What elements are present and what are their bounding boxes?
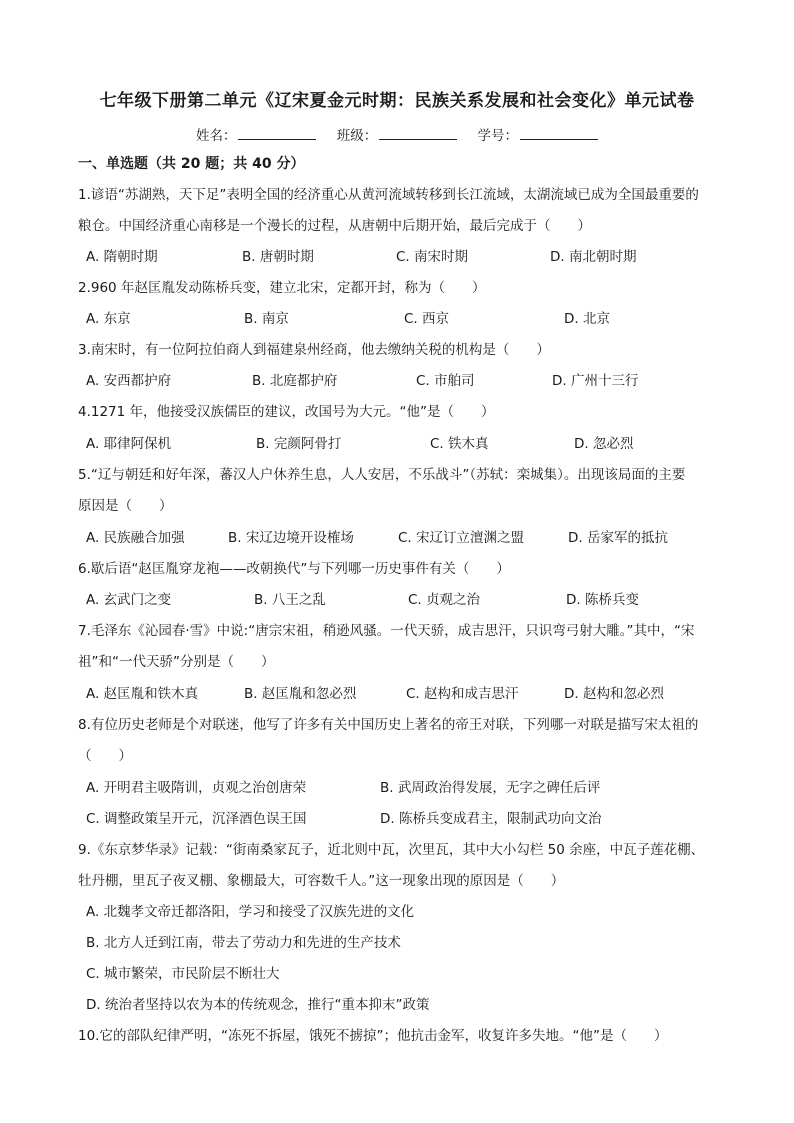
question-text: 7.毛泽东《沁园春·雪》中说:“唐宗宋祖，稍逊风骚。一代天骄，成吉思汗，只识弯弓射大雕。”其中，“宋: [78, 623, 695, 639]
question-3: [78, 335, 728, 366]
option-a[interactable]: A. 开明君主吸隋训，贞观之治创唐荣: [86, 780, 307, 796]
name-field: [196, 124, 317, 144]
option-a[interactable]: A. 北魏孝文帝迁都洛阳，学习和接受了汉族先进的文化: [86, 904, 415, 920]
question-1: [78, 180, 728, 242]
option-d[interactable]: D. 陈桥兵变成君主，限制武功向文治: [380, 811, 602, 827]
option-a[interactable]: A. 安西都护府: [86, 373, 172, 389]
option-d[interactable]: D. 忽必烈: [574, 436, 634, 452]
option-d[interactable]: D. 北京: [564, 311, 610, 327]
question-10: [78, 1021, 728, 1052]
options-6: [86, 585, 726, 616]
option-b[interactable]: B. 赵匡胤和忽必烈: [244, 686, 357, 702]
question-text: 3.南宋时，有一位阿拉伯商人到福建泉州经商，他去缴纳关税的机构是（ ）: [78, 342, 550, 358]
question-7: [78, 616, 728, 678]
option-b[interactable]: B. 北庭都护府: [252, 373, 338, 389]
option-c[interactable]: C. 市舶司: [416, 373, 475, 389]
options-5: [86, 523, 726, 554]
question-text: 1.谚语“苏湖熟，天下足”表明全国的经济重心从黄河流域转移到长江流域，太湖流域已成为全国最重要的: [78, 187, 699, 203]
option-b[interactable]: B. 完颜阿骨打: [256, 436, 342, 452]
option-c[interactable]: C. 赵构和成吉思汗: [406, 686, 519, 702]
number-label: 学号：: [477, 128, 519, 144]
options-3: [86, 366, 726, 397]
question-5: [78, 460, 728, 522]
question-text: 原因是（ ）: [78, 498, 173, 514]
options-7: [86, 679, 726, 710]
question-text: （ ）: [78, 748, 132, 764]
option-d[interactable]: D. 广州十三行: [552, 373, 639, 389]
options-2: [86, 304, 726, 335]
question-text: 4.1271 年，他接受汉族儒臣的建议，改国号为大元。“他”是（ ）: [78, 404, 495, 420]
option-c[interactable]: C. 南宋时期: [396, 249, 469, 265]
option-d[interactable]: D. 南北朝时期: [550, 249, 637, 265]
option-c[interactable]: C. 宋辽订立澶渊之盟: [398, 530, 525, 546]
exam-title: 七年级下册第二单元《辽宋夏金元时期：民族关系发展和社会变化》单元试卷: [99, 91, 695, 111]
question-text: 8.有位历史老师是个对联迷，他写了许多有关中国历史上著名的帝王对联，下列哪一对联是描写宋太祖的: [78, 717, 699, 733]
class-label: 班级：: [336, 128, 378, 144]
name-label: 姓名：: [195, 128, 237, 144]
options-4: [86, 429, 726, 460]
question-4: [78, 397, 728, 428]
option-a[interactable]: A. 民族融合加强: [86, 530, 185, 546]
option-d[interactable]: D. 陈桥兵变: [566, 592, 639, 608]
question-text: 6.歇后语“赵匡胤穿龙袍——改朝换代”与下列哪一历史事件有关（ ）: [78, 561, 510, 577]
class-blank[interactable]: [379, 125, 457, 140]
option-b[interactable]: B. 唐朝时期: [242, 249, 314, 265]
option-b[interactable]: B. 八王之乱: [254, 592, 326, 608]
question-text: 9.《东京梦华录》记载：“街南桑家瓦子，近北则中瓦，次里瓦，其中大小勾栏 50 余座，中瓦子莲花棚、: [78, 842, 705, 858]
question-text: 祖”和“一代天骄”分别是（ ）: [78, 654, 275, 670]
number-field: [478, 124, 599, 144]
option-b[interactable]: B. 宋辽边境开设榷场: [228, 530, 354, 546]
options-1: [86, 242, 726, 273]
option-d[interactable]: D. 岳家军的抵抗: [568, 530, 668, 546]
option-c[interactable]: C. 城市繁荣，市民阶层不断壮大: [86, 966, 280, 982]
question-text: 牡丹棚，里瓦子夜叉棚、象棚最大，可容数千人。”这一现象出现的原因是（ ）: [78, 873, 565, 889]
option-a[interactable]: A. 隋朝时期: [86, 249, 158, 265]
question-6: [78, 554, 728, 585]
option-a[interactable]: A. 耶律阿保机: [86, 436, 172, 452]
class-field: [337, 124, 458, 144]
name-blank[interactable]: [238, 125, 316, 140]
option-a[interactable]: A. 赵匡胤和铁木真: [86, 686, 199, 702]
option-c[interactable]: C. 贞观之治: [408, 592, 481, 608]
option-c[interactable]: C. 西京: [404, 311, 450, 327]
section-heading: 一、单选题（共 20 题；共 40 分）: [78, 156, 305, 172]
option-b[interactable]: B. 南京: [244, 311, 289, 327]
option-d[interactable]: D. 统治者坚持以农为本的传统观念，推行“重本抑末”政策: [86, 997, 430, 1013]
question-9: [78, 835, 728, 897]
options-8-row1: [86, 773, 726, 804]
question-text: 2.960 年赵匡胤发动陈桥兵变，建立北宋，定都开封，称为（ ）: [78, 280, 486, 296]
option-c[interactable]: C. 调整政策呈开元，沉泽酒色误王国: [86, 811, 307, 827]
option-b[interactable]: B. 北方人迁到江南，带去了劳动力和先进的生产技术: [86, 935, 401, 951]
option-a[interactable]: A. 东京: [86, 311, 131, 327]
question-2: [78, 273, 728, 304]
option-a[interactable]: A. 玄武门之变: [86, 592, 172, 608]
option-d[interactable]: D. 赵构和忽必烈: [564, 686, 664, 702]
question-text: 粮仓。中国经济重心南移是一个漫长的过程，从唐朝中后期开始，最后完成于（ ）: [78, 218, 591, 234]
question-text: 10.它的部队纪律严明，“冻死不拆屋，饿死不掳掠”；他抗击金军，收复许多失地。“他”是（ ）: [78, 1028, 668, 1044]
question-8: [78, 710, 728, 772]
student-info: [0, 124, 794, 144]
option-b[interactable]: B. 武周政治得发展，无字之碑任后评: [380, 780, 601, 796]
question-text: 5.“辽与朝廷和好年深，蕃汉人户休养生息，人人安居，不乐战斗”（苏轼：栾城集）。出现该局面的主要: [78, 467, 686, 483]
options-8-row2: [86, 804, 726, 835]
number-blank[interactable]: [520, 125, 598, 140]
option-c[interactable]: C. 铁木真: [430, 436, 489, 452]
